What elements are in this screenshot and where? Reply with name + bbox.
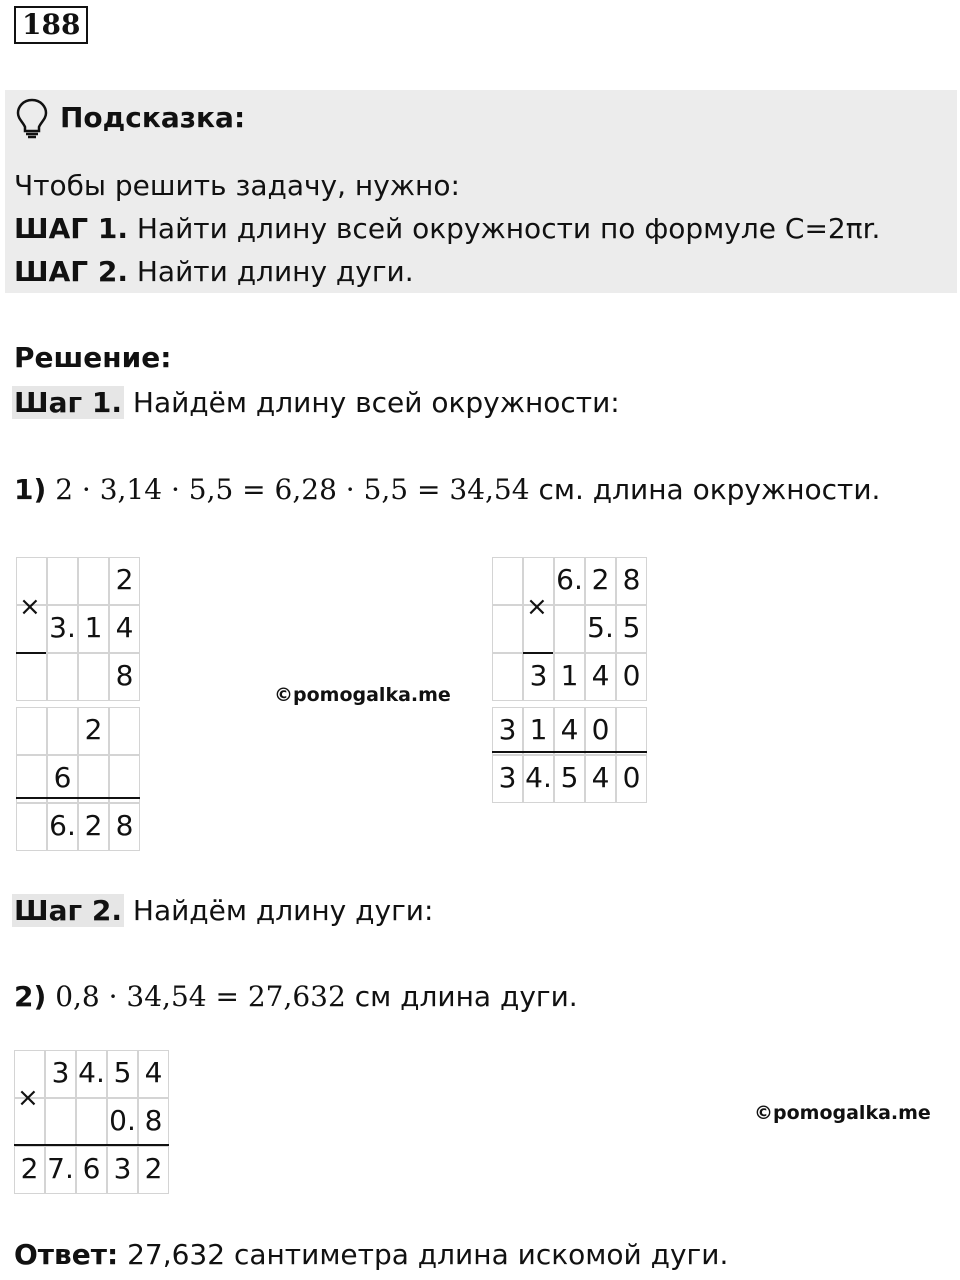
calc-digit: 4. [76,1050,107,1098]
calc-digit: 0. [107,1098,138,1146]
calc-empty-cell [16,707,47,755]
calc-digit: 8 [616,557,647,605]
calc-digit: 2 [109,557,140,605]
calc-digit [492,557,523,605]
calc-digit: 6 [47,755,78,803]
hint-step1-label: ШАГ 1. [14,212,128,245]
calc-line [492,751,647,753]
calc-digit: 8 [109,803,140,851]
calc-digit: 5 [554,755,585,803]
calc-digit: 8 [109,653,140,701]
calc-digit [78,557,109,605]
step2-text: Найдём длину дуги: [123,894,434,927]
calc-digit: 3 [107,1146,138,1194]
calc-digit [47,557,78,605]
calc-empty-cell [16,755,47,803]
multiply-sign: × [19,592,41,622]
calc-digit: 2 [78,803,109,851]
watermark: ©pomogalka.me [754,1102,931,1124]
calc-empty-cell [16,803,47,851]
equation-1-label: 1) [14,473,47,506]
calc-line [14,1144,169,1146]
solution-step2 [12,894,433,927]
calc-digit: 7. [45,1146,76,1194]
solution-title: Решение: [14,341,172,374]
calc-digit [78,755,109,803]
hint-step2-label: ШАГ 2. [14,255,128,288]
calc-digit [78,653,109,701]
calc-empty-cell [16,653,47,701]
calc-digit: 2 [585,557,616,605]
step1-label: Шаг 1. [14,386,122,419]
multiply-sign: × [526,592,548,622]
hint-step1 [14,212,880,245]
calc-digit: 5 [107,1050,138,1098]
calc-digit: 0 [616,653,647,701]
calc-digit: 4 [554,707,585,755]
equation-2-math: 0,8 · 34,54 = 27,632 [55,980,346,1013]
calc-digit: 0 [616,755,647,803]
calc-digit: 2 [14,1146,45,1194]
calc-digit: 5 [616,605,647,653]
lightbulb-icon [14,97,50,139]
calc-digit: 0 [585,707,616,755]
calc-digit: 6. [47,803,78,851]
calc-digit: 4 [585,653,616,701]
step2-label: Шаг 2. [14,894,122,927]
calc-line [16,797,140,799]
answer-text: 27,632 сантиметра длина искомой дуги. [118,1238,729,1271]
calc-digit: 4 [138,1050,169,1098]
calc-digit: 1 [78,605,109,653]
calc-digit: 1 [554,653,585,701]
calc-digit [47,707,78,755]
task-number: 188 [14,6,88,44]
calc-digit [109,707,140,755]
hint-step1-text: Найти длину всей окружности по формуле C=2πr. [127,212,881,245]
calc-digit: 4 [109,605,140,653]
calc-digit: 3. [47,605,78,653]
calc-digit [76,1098,107,1146]
equation-2 [14,980,578,1013]
calc-digit: 5. [585,605,616,653]
calc-digit [616,707,647,755]
calc-digit [109,755,140,803]
hint-intro: Чтобы решить задачу, нужно: [14,169,460,202]
answer-label: Ответ: [14,1238,119,1271]
calc-digit: 8 [138,1098,169,1146]
calc-digit: 3 [523,653,554,701]
equation-1 [14,473,880,506]
calc-digit: 6 [76,1146,107,1194]
equation-2-text: см длина дуги. [354,980,578,1013]
calc-line [16,652,46,654]
calc-digit: 4 [585,755,616,803]
calc-digit: 6. [554,557,585,605]
calc-digit: 2 [78,707,109,755]
calc-digit: 4. [523,755,554,803]
solution-step1 [12,386,620,419]
hint-step2 [14,255,414,288]
calc-digit [492,605,523,653]
hint-step2-text: Найти длину дуги. [127,255,414,288]
calc-digit [47,653,78,701]
equation-1-math: 2 · 3,14 · 5,5 = 6,28 · 5,5 = 34,54 [55,473,530,506]
step1-text: Найдём длину всей окружности: [123,386,620,419]
calc-digit: 3 [45,1050,76,1098]
calc-digit: 3 [492,755,523,803]
calc-digit [554,605,585,653]
equation-2-label: 2) [14,980,47,1013]
watermark: ©pomogalka.me [274,684,451,706]
multiply-sign: × [17,1083,39,1113]
calc-digit [492,653,523,701]
answer [14,1238,728,1271]
calc-digit [45,1098,76,1146]
calc-line [523,652,553,654]
calc-digit: 3 [492,707,523,755]
hint-title: Подсказка: [60,101,246,134]
equation-1-text: см. длина окружности. [538,473,881,506]
calc-digit: 1 [523,707,554,755]
calc-digit: 2 [138,1146,169,1194]
